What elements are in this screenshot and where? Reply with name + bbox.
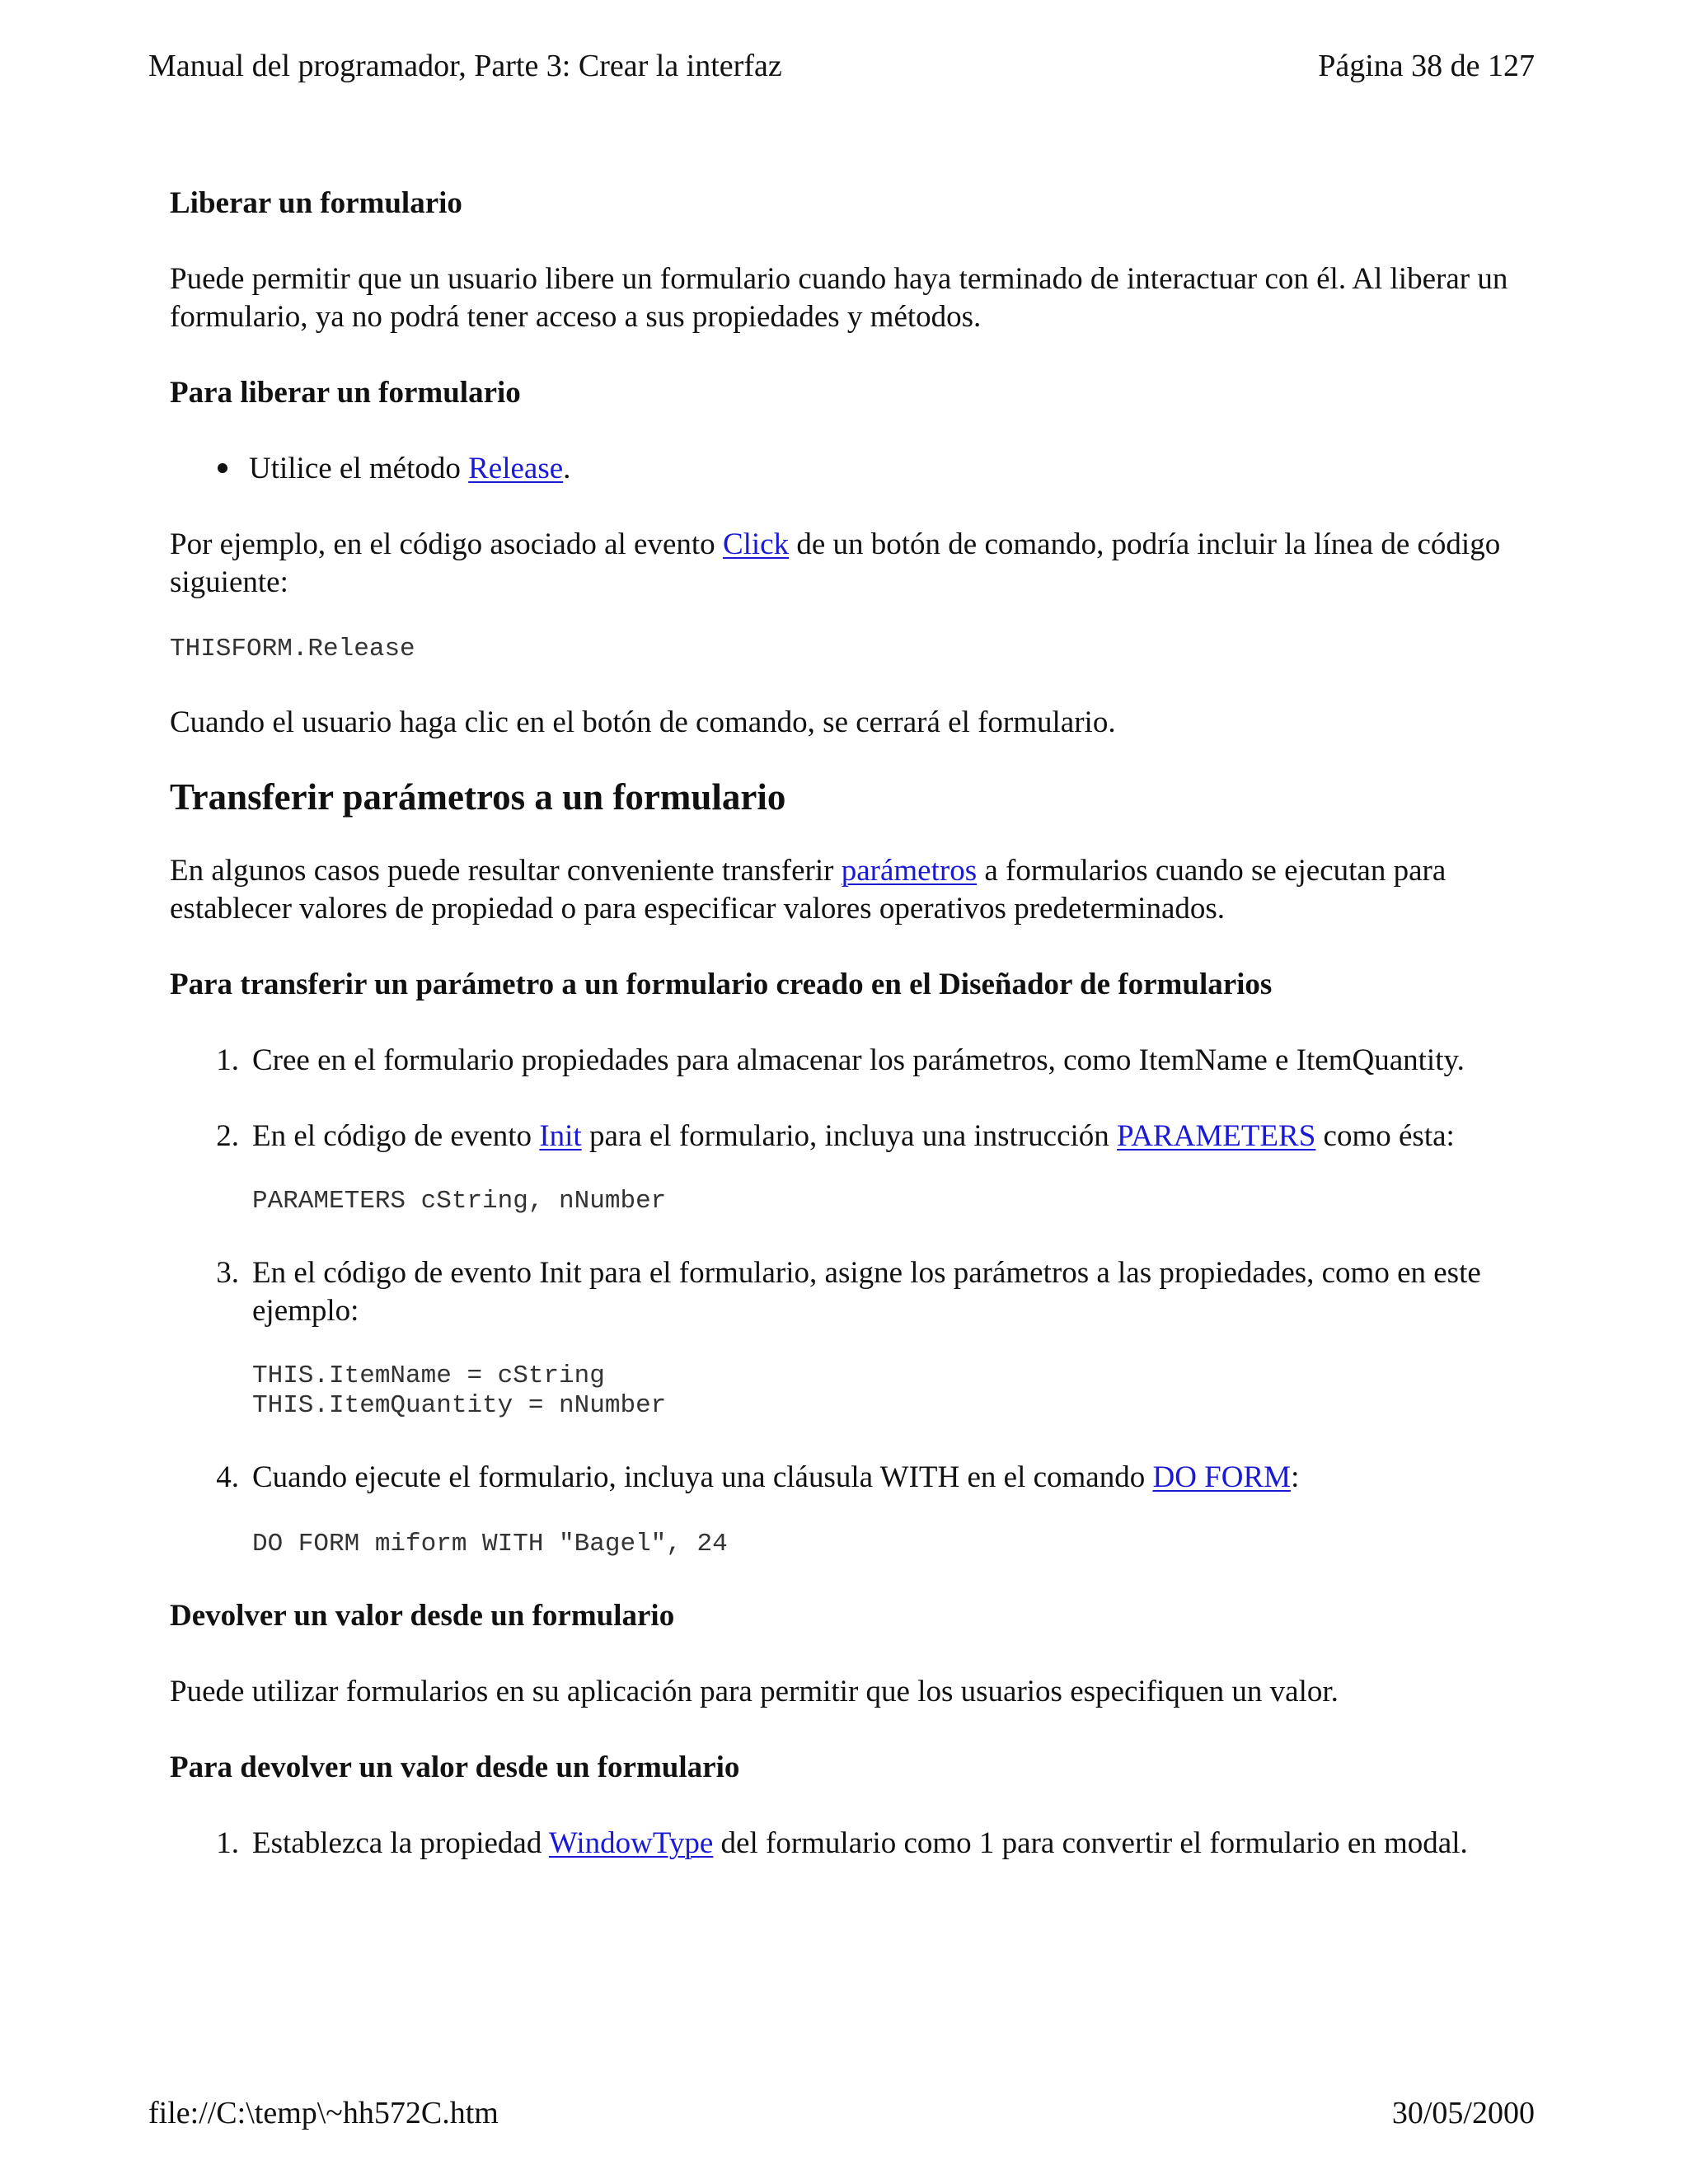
document-body [170,185,1522,1863]
section-heading-devolver: Devolver un valor desde un formulario [170,1599,675,1633]
section-heading-liberar: Liberar un formulario [170,186,462,220]
list-item [170,1459,1522,1497]
paragraph [170,526,1522,602]
bullet-icon [218,463,227,473]
list-number: 4. [216,1460,239,1494]
paragraph [170,852,1522,928]
list-number: 3. [216,1256,239,1290]
code-block: THISFORM.Release [170,635,415,663]
list-number: 1. [216,1826,239,1860]
link-parameters[interactable]: PARAMETERS [1117,1119,1316,1153]
list-item [170,1825,1522,1863]
link-click[interactable]: Click [722,527,790,561]
list-item [170,1254,1522,1330]
list-item [170,1042,1522,1080]
page-footer [148,2093,1535,2133]
code-block: DO FORM miform WITH "Bagel", 24 [252,1530,728,1558]
subheading-para-devolver: Para devolver un valor desde un formulario [170,1750,740,1784]
file-path: file://C:\temp\~hh572C.htm [148,2096,499,2130]
link-parametros[interactable]: parámetros [841,854,978,888]
link-do-form[interactable]: DO FORM [1152,1460,1292,1494]
list-text [252,1118,1522,1155]
text: para el formulario, incluya una instrucción [581,1119,1118,1153]
code-line: THIS.ItemName = cString [252,1361,605,1390]
link-release[interactable]: Release [468,452,564,485]
list-item [170,1118,1522,1155]
paragraph: Cuando el usuario haga clic en el botón de comando, se cerrará el formulario. [170,705,1116,739]
text: Establezca la propiedad [252,1826,549,1860]
code-block: PARAMETERS cString, nNumber [252,1187,667,1216]
list-number: 2. [216,1119,239,1153]
text: En algunos casos puede resultar conveniente transferir [170,854,842,888]
text: a formularios cuando se ejecutan para establecer valores de propiedad o para especificar valores operativos predeterminados. [170,854,1447,926]
text: : [1291,1460,1300,1494]
list-text [252,1825,1522,1863]
text: En el código de evento [252,1119,540,1153]
page-number: Página 38 de 127 [1318,49,1535,83]
code-line: THIS.ItemQuantity = nNumber [252,1391,667,1420]
paragraph: Puede permitir que un usuario libere un formulario cuando haya terminado de interactuar con él. Al liberar un formulario, ya no podrá tener acceso a sus propiedades y métodos. [170,262,1508,334]
text: Cuando ejecute el formulario, incluya una cláusula WITH en el comando [252,1460,1153,1494]
section-heading-transferir: Transferir parámetros a un formulario [170,776,786,818]
link-windowtype[interactable]: WindowType [548,1826,714,1860]
subheading-para-liberar: Para liberar un formulario [170,376,521,410]
list-text [252,1459,1522,1497]
text: Por ejemplo, en el código asociado al evento [170,527,723,561]
link-init[interactable]: Init [539,1119,582,1153]
bullet-item [170,450,1522,488]
list-text: Cree en el formulario propiedades para almacenar los parámetros, como ItemName e ItemQuantity. [252,1043,1465,1077]
bullet-text-end: . [563,452,571,485]
document-title: Manual del programador, Parte 3: Crear la interfaz [148,49,782,83]
list-number: 1. [216,1043,239,1077]
subheading-para-transferir: Para transferir un parámetro a un formulario creado en el Diseñador de formularios [170,968,1273,1001]
text: del formulario como 1 para convertir el formulario en modal. [713,1826,1468,1860]
page-header [148,46,1535,86]
bullet-text: Utilice el método [249,452,469,485]
text: como ésta: [1315,1119,1455,1153]
paragraph: Puede utilizar formularios en su aplicación para permitir que los usuarios especifiquen un valor. [170,1675,1339,1708]
list-text: En el código de evento Init para el formulario, asigne los parámetros a las propiedades, como en este ejemplo: [252,1256,1481,1328]
text: de un botón de comando, podría incluir la línea de código siguiente: [170,527,1501,599]
print-date: 30/05/2000 [1391,2096,1535,2130]
